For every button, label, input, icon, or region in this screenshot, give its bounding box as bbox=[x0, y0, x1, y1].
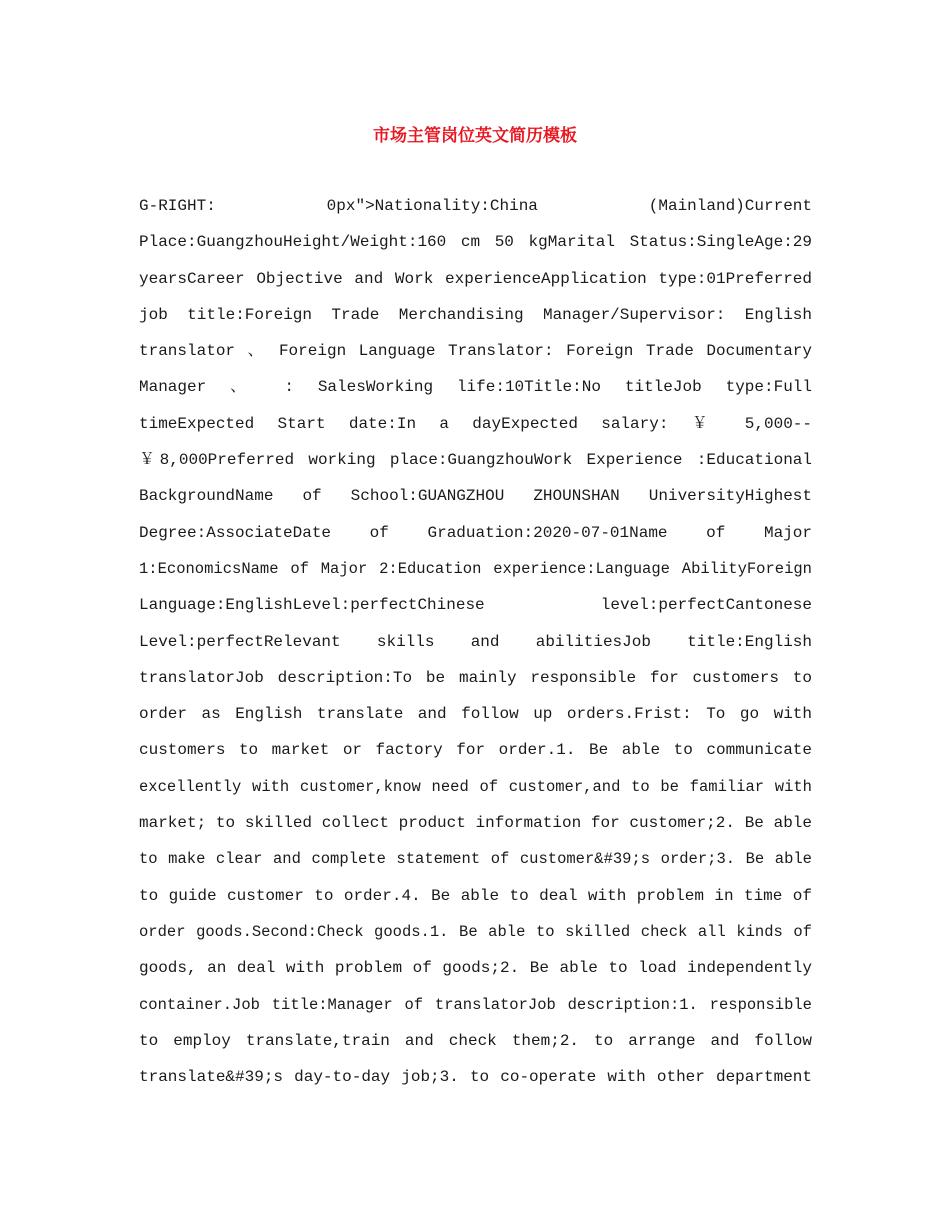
body-line: Language:EnglishLevel:perfectChinese level:perfectCantonese bbox=[139, 596, 812, 615]
body-line: to guide customer to order.4. Be able to deal with problem in time of bbox=[139, 886, 812, 905]
body-line: excellently with customer,know need of customer,and to be familiar with bbox=[139, 777, 812, 796]
body-line: container.Job title:Manager of translatorJob description:1. responsible bbox=[139, 995, 812, 1014]
body-line: Place:GuangzhouHeight/Weight:160 cm 50 kgMarital Status:SingleAge:29 bbox=[139, 233, 812, 252]
body-line: translatorJob description:To be mainly responsible for customers to bbox=[139, 668, 812, 687]
body-line: order goods.Second:Check goods.1. Be able to skilled check all kinds of bbox=[139, 922, 812, 941]
document-title: 市场主管岗位英文简历模板 bbox=[373, 126, 577, 146]
body-line: G-RIGHT: 0px">Nationality:China (Mainland)Current bbox=[139, 197, 812, 215]
body-line: timeExpected Start date:In a dayExpected salary: ￥ 5,000-- bbox=[139, 414, 812, 433]
body-line: 1:EconomicsName of Major 2:Education experience:Language AbilityForeign bbox=[139, 559, 812, 578]
body-line: order as English translate and follow up orders.Frist: To go with bbox=[139, 705, 812, 724]
body-line: market; to skilled collect product information for customer;2. Be able bbox=[139, 814, 812, 833]
body-line: translate&#39;s day-to-day job;3. to co-operate with other department bbox=[139, 1068, 812, 1087]
body-line: goods, an deal with problem of goods;2. Be able to load independently bbox=[139, 959, 812, 978]
body-line: to employ translate,train and check them;2. to arrange and follow bbox=[139, 1031, 812, 1050]
body-line: job title:Foreign Trade Merchandising Manager/Supervisor: English bbox=[139, 305, 812, 324]
resume-body bbox=[139, 188, 812, 1095]
body-line: yearsCareer Objective and Work experienceApplication type:01Preferred bbox=[139, 269, 812, 288]
body-line: Degree:AssociateDate of Graduation:2020-07-01Name of Major bbox=[139, 523, 812, 542]
body-line: customers to market or factory for order.1. Be able to communicate bbox=[139, 741, 812, 760]
body-line: BackgroundName of School:GUANGZHOU ZHOUNSHAN UniversityHighest bbox=[139, 487, 812, 506]
body-line: to make clear and complete statement of customer&#39;s order;3. Be able bbox=[139, 850, 812, 869]
body-line: translator 、 Foreign Language Translator: Foreign Trade Documentary bbox=[139, 342, 812, 361]
body-line: Manager 、 : SalesWorking life:10Title:No titleJob type:Full bbox=[139, 378, 812, 397]
body-line: Level:perfectRelevant skills and abilitiesJob title:English bbox=[139, 632, 812, 651]
body-line: ￥8,000Preferred working place:GuangzhouWork Experience :Educational bbox=[139, 451, 812, 470]
